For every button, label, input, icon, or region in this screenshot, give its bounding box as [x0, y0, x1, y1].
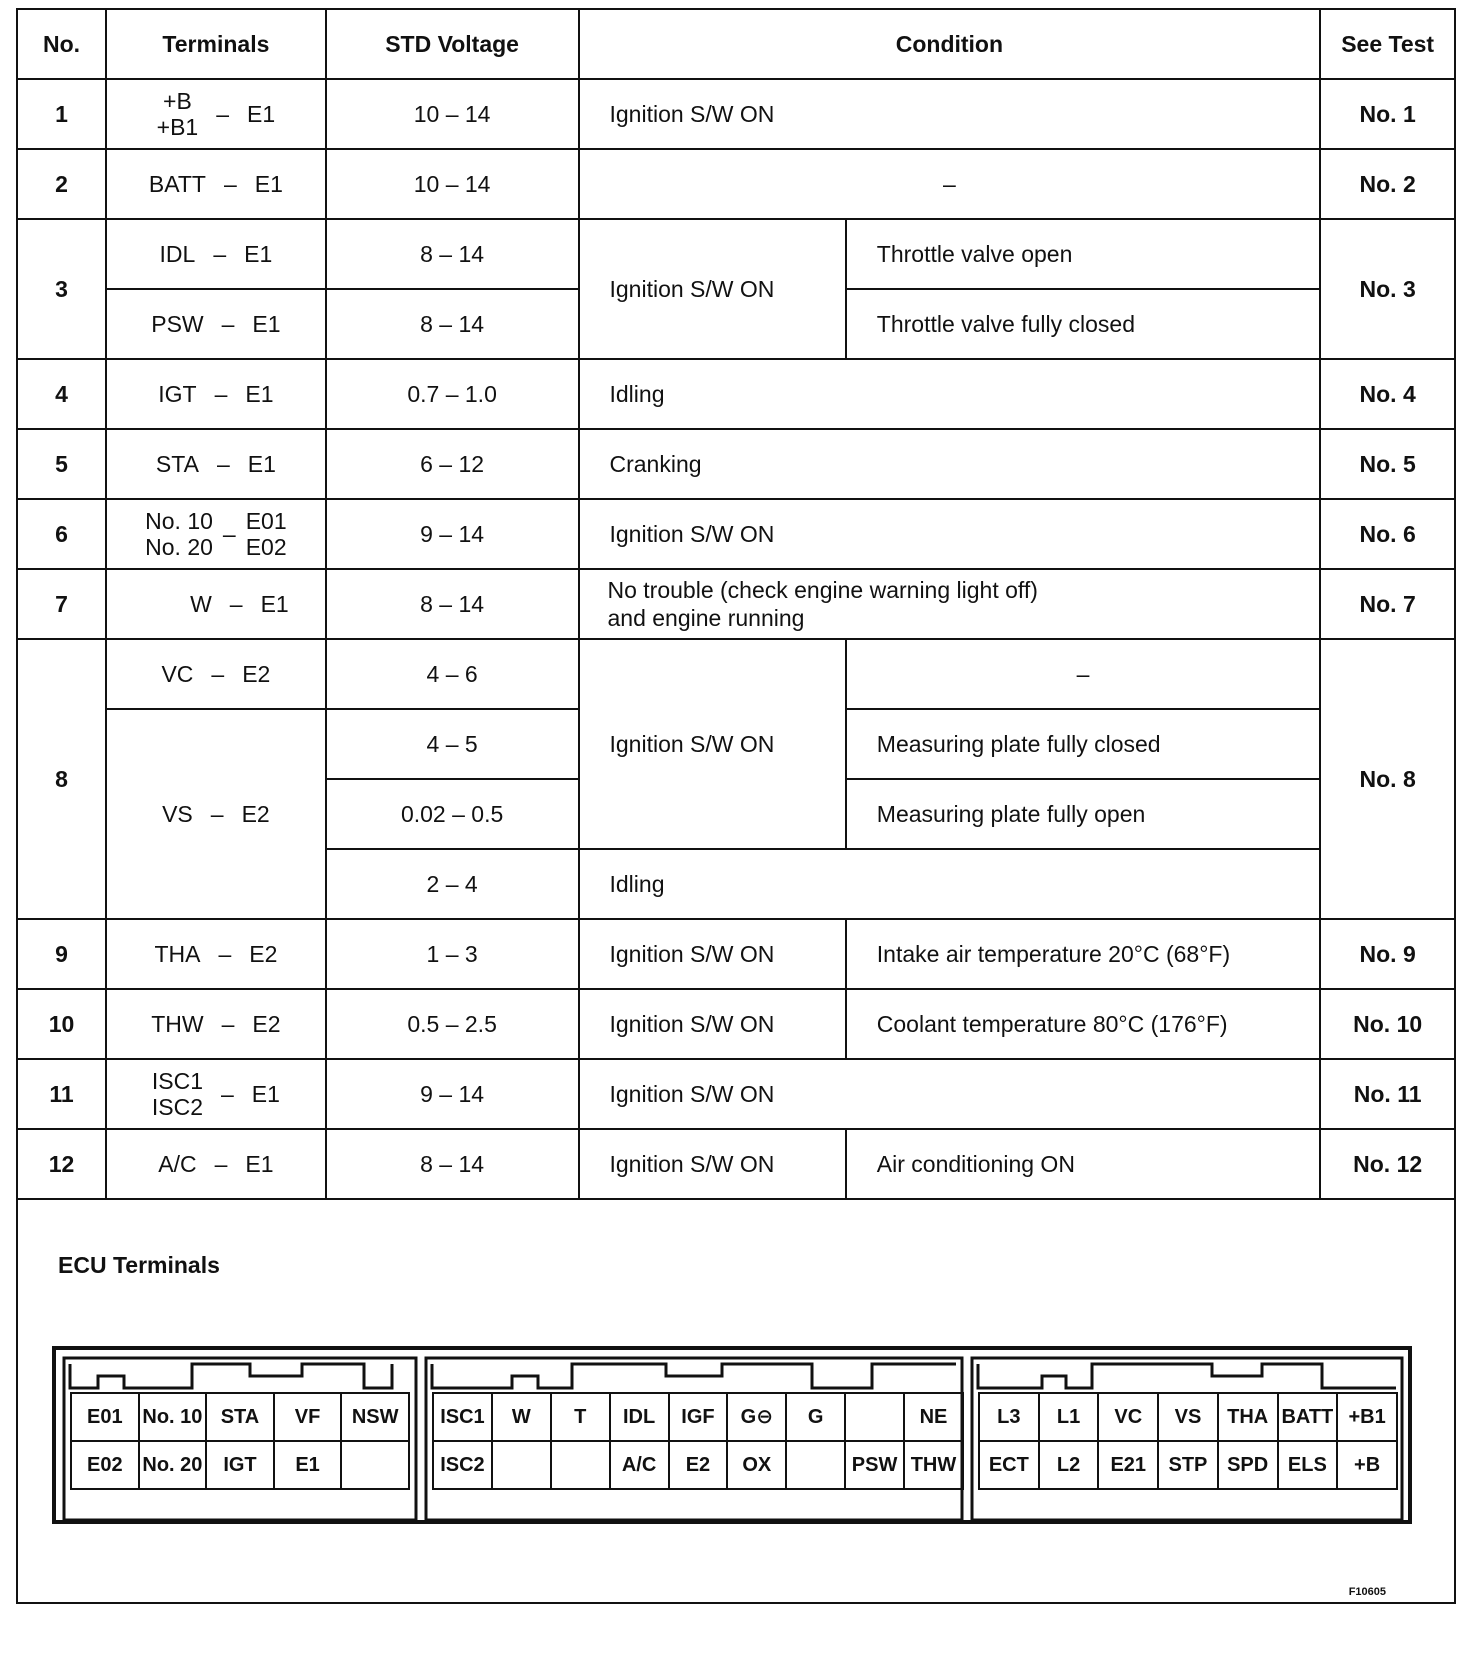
terminal-dash: –: [222, 520, 236, 547]
terminal-dash: –: [218, 940, 232, 967]
terminal-name: ISC1: [151, 1068, 203, 1094]
table-row: [17, 359, 1455, 429]
terminal-name: STA: [155, 450, 199, 477]
condition-cell: Ignition S/W ON: [579, 989, 846, 1059]
ground-terminal: E1: [247, 100, 276, 127]
terminal-name: +B: [163, 88, 192, 114]
row-number: 6: [17, 499, 106, 569]
condition-cell: Ignition S/W ON: [579, 1059, 1321, 1129]
voltage-cell: 1 – 3: [326, 919, 579, 989]
terminals-cell: [106, 429, 326, 499]
terminals-cell: [106, 149, 326, 219]
voltage-cell: 0.02 – 0.5: [326, 779, 579, 849]
ecu-pin: E02: [71, 1441, 139, 1489]
see-test-cell: No. 8: [1320, 639, 1455, 919]
terminals-cell: [106, 569, 326, 639]
terminal-dash: –: [214, 380, 228, 407]
header-see-test: See Test: [1320, 9, 1455, 79]
terminals-cell: [106, 219, 326, 289]
terminal-name: A/C: [158, 1150, 197, 1177]
table-row: [17, 429, 1455, 499]
ecu-pin: STA: [206, 1393, 274, 1441]
see-test-cell: No. 5: [1320, 429, 1455, 499]
terminal-name: No. 10: [145, 508, 213, 534]
terminals-cell: [106, 79, 326, 149]
terminal-dash: –: [216, 450, 230, 477]
terminals-cell: [106, 709, 326, 919]
row-number: 11: [17, 1059, 106, 1129]
condition-cell: –: [579, 149, 1321, 219]
figure-id: F10605: [1348, 1586, 1386, 1598]
table-header-row: [17, 9, 1455, 79]
condition-cell: [579, 569, 1321, 639]
condition-detail-cell: Air conditioning ON: [846, 1129, 1321, 1199]
voltage-cell: 9 – 14: [326, 499, 579, 569]
condition-cell: Ignition S/W ON: [579, 499, 1321, 569]
condition-detail-cell: Measuring plate fully closed: [846, 709, 1321, 779]
terminal-name: PSW: [151, 310, 204, 337]
ecu-pin: L1: [1039, 1393, 1099, 1441]
ecu-pin: IGF: [669, 1393, 728, 1441]
ecu-pin: G: [786, 1393, 845, 1441]
terminals-cell: [106, 289, 326, 359]
terminal-name: THW: [151, 1010, 204, 1037]
ecu-connector-right: [978, 1392, 1398, 1490]
terminal-dash: –: [221, 1010, 235, 1037]
ecu-pin: ISC2: [433, 1441, 492, 1489]
ecu-pin: E21: [1098, 1441, 1158, 1489]
see-test-cell: No. 10: [1320, 989, 1455, 1059]
ecu-pin: THA: [1218, 1393, 1278, 1441]
terminal-name: BATT: [148, 170, 206, 197]
row-number: 9: [17, 919, 106, 989]
terminal-name: IGT: [158, 380, 197, 407]
terminal-dash: –: [223, 170, 237, 197]
voltage-cell: 2 – 4: [326, 849, 579, 919]
see-test-cell: No. 1: [1320, 79, 1455, 149]
see-test-cell: No. 2: [1320, 149, 1455, 219]
condition-detail-cell: Measuring plate fully open: [846, 779, 1321, 849]
ecu-connector-middle: [432, 1392, 964, 1490]
terminal-dash: –: [216, 100, 230, 127]
row-number: 7: [17, 569, 106, 639]
condition-cell: Ignition S/W ON: [579, 79, 1321, 149]
voltage-cell: 0.7 – 1.0: [326, 359, 579, 429]
terminals-cell: [106, 1129, 326, 1199]
ecu-pin: [341, 1441, 409, 1489]
terminal-name: VS: [162, 800, 193, 827]
terminal-name: IDL: [159, 240, 196, 267]
voltage-cell: 6 – 12: [326, 429, 579, 499]
terminal-name: No. 20: [145, 534, 213, 560]
table-row: [17, 499, 1455, 569]
header-no: No.: [17, 9, 106, 79]
ecu-pin: THW: [904, 1441, 963, 1489]
ecu-pin: IDL: [610, 1393, 669, 1441]
condition-line: and engine running: [607, 605, 805, 631]
table-row: [17, 569, 1455, 639]
voltage-cell: 4 – 6: [326, 639, 579, 709]
condition-detail-cell: Throttle valve open: [846, 219, 1321, 289]
ecu-pin: [492, 1441, 551, 1489]
table-row: [17, 1059, 1455, 1129]
header-terminals: Terminals: [106, 9, 326, 79]
ground-terminal: E1: [247, 450, 276, 477]
table-row: [17, 989, 1455, 1059]
ground-terminal: E1: [245, 1150, 274, 1177]
terminal-name: +B1: [156, 114, 199, 140]
row-number: 3: [17, 219, 106, 359]
terminals-cell: [106, 639, 326, 709]
ecu-pin: NE: [904, 1393, 963, 1441]
ecu-pin: +B1: [1337, 1393, 1397, 1441]
ecu-pin: IGT: [206, 1441, 274, 1489]
ecu-pin: E2: [669, 1441, 728, 1489]
condition-cell: Idling: [579, 849, 1321, 919]
ecu-pin: OX: [727, 1441, 786, 1489]
see-test-cell: No. 4: [1320, 359, 1455, 429]
ground-terminal: E2: [241, 800, 270, 827]
ecu-pin: L3: [979, 1393, 1039, 1441]
condition-detail-cell: Throttle valve fully closed: [846, 289, 1321, 359]
ground-terminal: E1: [252, 310, 281, 337]
table-row: [17, 639, 1455, 709]
voltage-cell: 8 – 14: [326, 569, 579, 639]
see-test-cell: No. 12: [1320, 1129, 1455, 1199]
see-test-cell: No. 3: [1320, 219, 1455, 359]
ecu-terminals-title: ECU Terminals: [58, 1252, 220, 1278]
ecu-pin: ECT: [979, 1441, 1039, 1489]
table-row: [17, 1129, 1455, 1199]
row-number: 12: [17, 1129, 106, 1199]
ecu-pin: [786, 1441, 845, 1489]
condition-detail-cell: –: [846, 639, 1321, 709]
ground-terminal: E1: [260, 590, 289, 617]
voltage-cell: 10 – 14: [326, 79, 579, 149]
ecu-pin: SPD: [1218, 1441, 1278, 1489]
terminal-dash: –: [214, 1150, 228, 1177]
row-number: 10: [17, 989, 106, 1059]
ground-terminal: E1: [251, 1080, 280, 1107]
terminals-cell: [106, 359, 326, 429]
condition-cell: Ignition S/W ON: [579, 639, 846, 849]
condition-cell: Cranking: [579, 429, 1321, 499]
terminal-dash: –: [221, 1080, 234, 1107]
ecu-pin: L2: [1039, 1441, 1099, 1489]
ecu-pin: A/C: [610, 1441, 669, 1489]
condition-detail-cell: Coolant temperature 80°C (176°F): [846, 989, 1321, 1059]
ecu-pin: NSW: [341, 1393, 409, 1441]
terminals-cell: [106, 919, 326, 989]
condition-cell: Ignition S/W ON: [579, 1129, 846, 1199]
ground-terminal: E2: [252, 1010, 281, 1037]
terminals-cell: [106, 499, 326, 569]
ground-terminal: E01: [245, 508, 287, 534]
ecu-pin: ISC1: [433, 1393, 492, 1441]
terminal-dash: –: [221, 310, 235, 337]
terminal-name: THA: [154, 940, 201, 967]
see-test-cell: No. 7: [1320, 569, 1455, 639]
ecu-pin: E1: [274, 1441, 342, 1489]
condition-cell: Ignition S/W ON: [579, 919, 846, 989]
voltage-cell: 9 – 14: [326, 1059, 579, 1129]
condition-detail-cell: Intake air temperature 20°C (68°F): [846, 919, 1321, 989]
row-number: 8: [17, 639, 106, 919]
ecu-pin: T: [551, 1393, 610, 1441]
table-row: [17, 149, 1455, 219]
voltage-cell: 8 – 14: [326, 289, 579, 359]
ground-terminal: E1: [245, 380, 274, 407]
ecu-pin: +B: [1337, 1441, 1397, 1489]
ecu-pin: G⊖: [727, 1393, 786, 1441]
ecu-pin: BATT: [1278, 1393, 1338, 1441]
row-number: 1: [17, 79, 106, 149]
table-row: [17, 919, 1455, 989]
ecu-pin: [551, 1441, 610, 1489]
terminals-cell: [106, 989, 326, 1059]
condition-line: No trouble (check engine warning light off): [607, 577, 1038, 603]
terminal-name: ISC2: [151, 1094, 203, 1120]
table-row: [17, 219, 1455, 289]
table-row: [17, 79, 1455, 149]
ecu-pin: ELS: [1278, 1441, 1338, 1489]
ecu-pin: W: [492, 1393, 551, 1441]
ecu-pin: No. 10: [139, 1393, 207, 1441]
ground-terminal: E02: [245, 534, 287, 560]
condition-cell: Idling: [579, 359, 1321, 429]
see-test-cell: No. 11: [1320, 1059, 1455, 1129]
ecu-pin: VS: [1158, 1393, 1218, 1441]
row-number: 2: [17, 149, 106, 219]
condition-cell: Ignition S/W ON: [579, 219, 846, 359]
header-condition: Condition: [579, 9, 1321, 79]
ecu-pin: VC: [1098, 1393, 1158, 1441]
see-test-cell: No. 6: [1320, 499, 1455, 569]
terminal-name: W: [190, 590, 212, 617]
terminal-dash: –: [213, 240, 227, 267]
terminal-dash: –: [210, 800, 224, 827]
ecu-pin: No. 20: [139, 1441, 207, 1489]
terminal-dash: –: [211, 660, 225, 687]
terminals-cell: [106, 1059, 326, 1129]
ground-terminal: E1: [254, 170, 283, 197]
ecu-pin: VF: [274, 1393, 342, 1441]
ground-terminal: E2: [249, 940, 278, 967]
terminal-name: VC: [161, 660, 194, 687]
ground-terminal: E2: [242, 660, 271, 687]
ecu-pin: E01: [71, 1393, 139, 1441]
terminal-dash: –: [229, 590, 243, 617]
ecu-pin: [845, 1393, 904, 1441]
voltage-cell: 8 – 14: [326, 1129, 579, 1199]
voltage-cell: 0.5 – 2.5: [326, 989, 579, 1059]
voltage-cell: 4 – 5: [326, 709, 579, 779]
ecu-connector-left: [70, 1392, 410, 1490]
voltage-spec-table: [16, 8, 1456, 1200]
row-number: 5: [17, 429, 106, 499]
voltage-cell: 8 – 14: [326, 219, 579, 289]
ecu-pin: STP: [1158, 1441, 1218, 1489]
voltage-cell: 10 – 14: [326, 149, 579, 219]
row-number: 4: [17, 359, 106, 429]
ground-terminal: E1: [244, 240, 273, 267]
ecu-pin: PSW: [845, 1441, 904, 1489]
header-std-voltage: STD Voltage: [326, 9, 579, 79]
see-test-cell: No. 9: [1320, 919, 1455, 989]
